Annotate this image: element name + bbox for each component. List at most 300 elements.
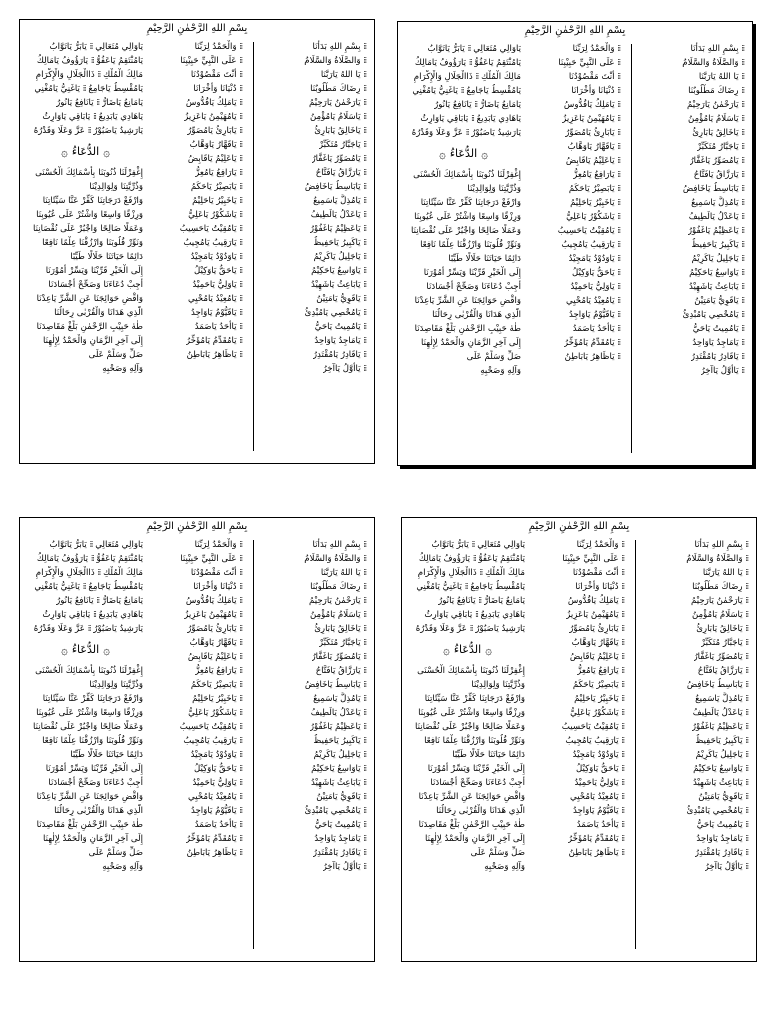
dua-section-heading bbox=[406, 140, 521, 168]
verse-text: يَاوَاسِعُ يَاحَكِيْمُ bbox=[689, 268, 739, 278]
verse-text: يَامُهَيْمِنُ يَاعَزِيزُ bbox=[184, 112, 237, 122]
verse-text: وَارْزُقْنَا عِلْمًا نَافِعًا bbox=[42, 736, 104, 746]
verse-text: دُنْيَانَا وَأُخْرَانَا bbox=[575, 582, 619, 592]
verse-text: يَاقَوِيُّ يَامَتِيْنُ bbox=[698, 792, 743, 802]
verse-ornament-icon: ⁞⁞ bbox=[741, 72, 744, 81]
verse-line bbox=[152, 40, 242, 54]
verse-text: وَرِزْقًا وَاسِعًا bbox=[100, 708, 143, 718]
verse-text: يَاغَنِيُّ يَامُغْنِي bbox=[34, 582, 80, 592]
verse-text: يَامُقِيْتُ يَاحَسِيبُ bbox=[179, 722, 237, 732]
verse-ornament-icon: ⁞⁞ bbox=[82, 582, 86, 591]
verse-ornament-icon: ⁞⁞ bbox=[741, 366, 744, 375]
verse-text: يَاوَدُوْدُ يَامَجِيْدُ bbox=[568, 254, 615, 264]
verse-text: يَابَاسِطُ يَاخَافِضُ bbox=[686, 680, 743, 690]
verse-ornament-icon: ⁞⁞ bbox=[745, 708, 748, 717]
verse-line bbox=[534, 678, 624, 692]
verse-line bbox=[406, 84, 521, 98]
verse-text: يَاظَاهِرُ يَابَاطِنُ bbox=[186, 350, 237, 360]
dua-line bbox=[410, 664, 525, 678]
verse-text: يَاسَلَامُ يَامُؤْمِنُ bbox=[309, 610, 361, 620]
verse-line bbox=[152, 790, 242, 804]
verse-ornament-icon: ⁞⁞ bbox=[239, 308, 242, 317]
verse-line bbox=[643, 748, 748, 762]
verse-line bbox=[152, 348, 242, 362]
verse-text: يَارَحْمٰنُ يَارَحِيْمُ bbox=[687, 100, 739, 110]
verse-text: يَانَافِعُ يَانُورُ bbox=[434, 100, 472, 110]
verse-ornament-icon: ⁞⁞ bbox=[741, 170, 744, 179]
verse-ornament-icon: ⁞⁞ bbox=[741, 58, 744, 67]
verse-text: يَابَاعِثُ يَاشَهِيْدُ bbox=[310, 778, 361, 788]
column-divider bbox=[631, 44, 632, 453]
verse-ornament-icon: ⁞⁞ bbox=[617, 310, 620, 319]
verse-ornament-icon: ⁞⁞ bbox=[93, 610, 96, 619]
verse-text: يَاحَقُّ يَاوَكِيْلُ bbox=[193, 266, 237, 276]
verse-line bbox=[534, 762, 624, 776]
verse-text: يَامَلِكُ يَاقُدُّوسُ bbox=[185, 596, 237, 606]
verse-ornament-icon: ⁞⁞ bbox=[363, 764, 366, 773]
verse-line bbox=[152, 566, 242, 580]
verse-ornament-icon: ⁞⁞ bbox=[363, 750, 366, 759]
verse-text: رِضَاكَ مَطْلُوبُنَا bbox=[310, 582, 361, 592]
verse-ornament-icon: ⁞⁞ bbox=[363, 610, 366, 619]
verse-ornament-icon: ⁞⁞ bbox=[91, 56, 94, 65]
verse-text: يَامُعِيْدُ يَامُحْيِي bbox=[188, 792, 237, 802]
verse-line bbox=[261, 152, 366, 166]
verse-text: وَارْزُقْنَا عِلْمًا نَافِعًا bbox=[42, 238, 104, 248]
verse-text: صَلِّ وَسَلِّمْ عَلَى bbox=[88, 848, 143, 858]
verse-line bbox=[152, 222, 242, 236]
verse-text: عَلَى النَّبِيِّ حَبِيْبِنَا bbox=[558, 58, 615, 68]
dua-line bbox=[28, 348, 143, 362]
verse-line bbox=[261, 860, 366, 874]
verse-text: أَجِبْ دُعَاءَنَا bbox=[103, 280, 143, 290]
verse-ornament-icon: ⁞⁞ bbox=[87, 624, 91, 633]
verse-ornament-icon: ⁞⁞ bbox=[239, 722, 242, 731]
verse-text: وَارْزُقْنَا عِلْمًا نَافِعًا bbox=[420, 240, 482, 250]
verse-text: يَا اللهُ يَارَبَّنَا bbox=[320, 568, 361, 578]
verse-ornament-icon: ⁞⁞ bbox=[239, 294, 242, 303]
verse-line bbox=[643, 580, 748, 594]
verse-line bbox=[152, 180, 242, 194]
verse-line bbox=[643, 608, 748, 622]
verse-text: يَامَانِعُ يَاضَارُّ bbox=[479, 100, 521, 110]
verse-line bbox=[152, 292, 242, 306]
verse-text: يَابَصِيْرُ يَاحَكَمُ bbox=[572, 680, 619, 690]
verse-line bbox=[261, 278, 366, 292]
verse-text: يَاقَهَّارُ يَاوَهَّابُ bbox=[571, 638, 619, 648]
verse-text: الَّذِي هَدَانَا bbox=[485, 310, 521, 320]
verse-text: يَاجَلِيلُ يَاكَرِيْمُ bbox=[695, 750, 743, 760]
verse-line bbox=[639, 182, 744, 196]
verse-line bbox=[261, 706, 366, 720]
verse-ornament-icon: ⁞⁞ bbox=[96, 596, 99, 605]
verse-line bbox=[152, 818, 242, 832]
verse-line bbox=[643, 594, 748, 608]
verse-text: يَاخَبِيْرُ يَاحَلِيْمُ bbox=[570, 198, 615, 208]
verse-text: يَامَانِعُ يَاضَارُّ bbox=[101, 596, 143, 606]
verse-line bbox=[261, 608, 366, 622]
verse-ornament-icon: ⁞⁞ bbox=[471, 114, 474, 123]
verse-text: يَاخَالِقُ يَابَارِئُ bbox=[696, 624, 743, 634]
verse-line bbox=[534, 664, 624, 678]
dua-line bbox=[28, 180, 143, 194]
dua-line bbox=[28, 762, 143, 776]
verse-ornament-icon: ⁞⁞ bbox=[741, 100, 744, 109]
verse-text: يَاظَاهِرُ يَابَاطِنُ bbox=[186, 848, 237, 858]
verse-line bbox=[152, 264, 242, 278]
verse-text: يَاوَالِي مُتَعَالِي bbox=[95, 540, 143, 550]
verse-text: دُنْيَانَا وَأُخْرَانَا bbox=[193, 582, 237, 592]
verse-text: حَلَالًا طَيِّبًا bbox=[70, 750, 103, 760]
verse-text: يَابَصِيْرُ يَاحَكَمُ bbox=[190, 182, 237, 192]
verse-ornament-icon: ⁞⁞ bbox=[363, 224, 366, 233]
verse-ornament-icon: ⁞⁞ bbox=[363, 722, 366, 731]
verse-text: يَارَؤُوفُ يَامَالِكُ bbox=[418, 554, 471, 564]
verse-text: وَالْقُرْبٰى رِحَالُنَا bbox=[54, 806, 105, 816]
verse-text: يَامُقْسِطُ يَاجَامِعُ bbox=[470, 582, 525, 592]
left-column bbox=[406, 42, 521, 378]
verse-text: طٰهٰ حَبِيْبِ الرَّحْمٰنِ bbox=[80, 820, 143, 830]
verse-line bbox=[643, 706, 748, 720]
verse-line bbox=[261, 678, 366, 692]
verse-line bbox=[261, 124, 366, 138]
verse-text: يَاعَلِيْمُ يَاقَابِضُ bbox=[565, 156, 615, 166]
verse-text: يَاقَادِرُ يَامُقْتَدِرُ bbox=[312, 848, 361, 858]
dua-line bbox=[406, 196, 521, 210]
verse-ornament-icon: ⁞⁞ bbox=[89, 42, 93, 51]
verse-line bbox=[530, 322, 620, 336]
verse-line bbox=[530, 182, 620, 196]
verse-ornament-icon: ⁞⁞ bbox=[464, 582, 468, 591]
verse-text: يَاقَادِرُ يَامُقْتَدِرُ bbox=[690, 352, 739, 362]
column-divider bbox=[253, 540, 254, 949]
left-column bbox=[410, 538, 525, 874]
verse-line bbox=[152, 208, 242, 222]
verse-line bbox=[639, 42, 744, 56]
verse-ornament-icon: ⁞⁞ bbox=[469, 624, 473, 633]
verse-line bbox=[534, 608, 624, 622]
dua-line bbox=[406, 168, 521, 182]
verse-ornament-icon: ⁞⁞ bbox=[96, 98, 99, 107]
verse-line bbox=[261, 566, 366, 580]
verse-line bbox=[152, 692, 242, 706]
verse-text: وَآلِهِ وَصَحْبِهِ bbox=[480, 366, 521, 376]
verse-text: وَالصَّلَاةُ وَالسَّلَامُ bbox=[682, 58, 739, 68]
verse-text: مَالِكَ الْمُلْكِ bbox=[481, 72, 521, 82]
verse-text: يَابَرُّ يَاتَوَّابُ bbox=[49, 540, 87, 550]
verse-text: يَابَارِئُ يَامُصَوِّرُ bbox=[187, 126, 237, 136]
verse-text: عَلَى النَّبِيِّ حَبِيْبِنَا bbox=[180, 56, 237, 66]
verse-text: يَاأَحَدُ يَاصَمَدُ bbox=[576, 820, 619, 830]
verse-ornament-icon: ⁞⁞ bbox=[363, 554, 366, 563]
verse-text: يَابَاقِي يَاوَارِثُ bbox=[42, 112, 91, 122]
verse-ornament-icon: ⁞⁞ bbox=[621, 638, 624, 647]
verse-line bbox=[643, 720, 748, 734]
verse-ornament-icon: ⁞⁞ bbox=[89, 540, 93, 549]
verse-ornament-icon: ⁞⁞ bbox=[745, 624, 748, 633]
verse-line bbox=[152, 846, 242, 860]
verse-line bbox=[406, 56, 521, 70]
verse-line bbox=[410, 538, 525, 552]
verse-text: يَابَاسِطُ يَاخَافِضُ bbox=[304, 680, 361, 690]
verse-ornament-icon: ⁞⁞ bbox=[239, 322, 242, 331]
verse-text: يَاوَدُوْدُ يَامَجِيْدُ bbox=[190, 252, 237, 262]
verse-line bbox=[534, 790, 624, 804]
verse-text: وَالْحَمْدُ لِرَبِّنَا bbox=[576, 540, 619, 550]
verse-text: بِأَسْمَائِكَ الْحُسْنَى bbox=[35, 666, 96, 676]
verse-ornament-icon: ⁞⁞ bbox=[621, 806, 624, 815]
bismillah-heading: بِسْمِ اللهِ الرَّحْمٰنِ الرَّحِيْمِ bbox=[528, 521, 630, 532]
verse-text: يَامُهَيْمِنُ يَاعَزِيزُ bbox=[562, 114, 615, 124]
verse-text: كَفِّرْ عَنَّا سَيِّئَاتِنَا bbox=[420, 198, 473, 208]
verse-line bbox=[534, 776, 624, 790]
verse-text: يَارَشِيدُ يَاصَبُوْرُ bbox=[475, 624, 525, 634]
verse-text: يَاشَكُوْرُ يَاعَلِيُّ bbox=[188, 210, 237, 220]
dua-title: الدُّعَاءُ bbox=[453, 643, 482, 656]
verse-ornament-icon: ⁞⁞ bbox=[617, 324, 620, 333]
verse-text: إِلَى الْخَيْرِ قَرِّبْنَا bbox=[469, 268, 521, 278]
verse-ornament-icon: ⁞⁞ bbox=[363, 112, 366, 121]
ornament-icon: ۞ bbox=[60, 145, 68, 159]
verse-ornament-icon: ⁞⁞ bbox=[363, 308, 366, 317]
verse-text: يَاجَبَّارُ مُتَكَبِّرْ bbox=[318, 638, 361, 648]
verse-line bbox=[643, 622, 748, 636]
verse-line bbox=[530, 280, 620, 294]
verse-line bbox=[643, 860, 748, 874]
verse-text: بِسْمِ اللهِ بَدَأْنَا bbox=[694, 540, 743, 550]
verse-line bbox=[152, 636, 242, 650]
verse-text: يَاعَدْلُ يَالَطِيفُ bbox=[688, 212, 739, 222]
verse-line bbox=[152, 748, 242, 762]
verse-ornament-icon: ⁞⁞ bbox=[239, 624, 242, 633]
verse-line bbox=[261, 222, 366, 236]
verse-text: وَذُرِّيَّتِنَا bbox=[120, 182, 143, 192]
verse-ornament-icon: ⁞⁞ bbox=[363, 820, 366, 829]
verse-text: يَاوَاسِعُ يَاحَكِيْمُ bbox=[311, 764, 361, 774]
verse-ornament-icon: ⁞⁞ bbox=[745, 540, 748, 549]
verse-line bbox=[534, 706, 624, 720]
dua-line bbox=[28, 236, 143, 250]
verse-ornament-icon: ⁞⁞ bbox=[621, 540, 624, 549]
ornament-icon: ۞ bbox=[103, 145, 111, 159]
verse-ornament-icon: ⁞⁞ bbox=[363, 596, 366, 605]
verse-text: وَالْحَمْدُ لِإِلٰهِنَا bbox=[425, 834, 469, 844]
verse-line bbox=[261, 40, 366, 54]
verse-text: يَامُقَدِّمُ يَامُؤَخِّرُ bbox=[185, 834, 237, 844]
verse-ornament-icon: ⁞⁞ bbox=[363, 792, 366, 801]
verse-line bbox=[261, 54, 366, 68]
verse-ornament-icon: ⁞⁞ bbox=[363, 238, 366, 247]
verse-line bbox=[261, 292, 366, 306]
verse-line bbox=[261, 264, 366, 278]
verse-ornament-icon: ⁞⁞ bbox=[239, 750, 242, 759]
dua-line bbox=[28, 776, 143, 790]
verse-text: يَاقَيُّوْمُ يَاوَاجِدُ bbox=[568, 310, 615, 320]
verse-ornament-icon: ⁞⁞ bbox=[741, 352, 744, 361]
verse-text: وَيَسِّرْ أُمُوْرَنَا bbox=[427, 764, 471, 774]
verse-text: يَاقَيُّوْمُ يَاوَاجِدُ bbox=[572, 806, 619, 816]
dua-line bbox=[28, 292, 143, 306]
verse-text: الَّذِي هَدَانَا bbox=[107, 308, 143, 318]
verse-ornament-icon: ⁞⁞ bbox=[239, 568, 242, 577]
verse-line bbox=[534, 594, 624, 608]
verse-text: يَامُقْسِطُ يَاجَامِعُ bbox=[88, 582, 143, 592]
verse-text: يَاقَوِيُّ يَامَتِيْنُ bbox=[316, 792, 361, 802]
verse-line bbox=[152, 110, 242, 124]
dua-sheet-panel bbox=[397, 21, 753, 466]
verse-ornament-icon: ⁞⁞ bbox=[617, 198, 620, 207]
verse-text: يَاقَادِرُ يَامُقْتَدِرُ bbox=[312, 350, 361, 360]
verse-text: أَنْتَ مَقْصُوْدُنَا bbox=[568, 72, 615, 82]
verse-text: بَلِّغْ مَقَاصِدَنَا bbox=[36, 820, 78, 830]
verse-text: يَامُحْصِي يَامُبْدِئُ bbox=[686, 806, 743, 816]
verse-text: يَاعَظِيْمُ يَاغَفُوْرُ bbox=[309, 224, 361, 234]
verse-ornament-icon: ⁞⁞ bbox=[239, 666, 242, 675]
verse-line bbox=[410, 580, 525, 594]
verse-text: كَفِّرْ عَنَّا سَيِّئَاتِنَا bbox=[42, 196, 95, 206]
verse-ornament-icon: ⁞⁞ bbox=[363, 806, 366, 815]
verse-line bbox=[639, 196, 744, 210]
verse-ornament-icon: ⁞⁞ bbox=[363, 540, 366, 549]
verse-text: وَذُرِّيَّتِنَا bbox=[120, 680, 143, 690]
verse-line bbox=[261, 552, 366, 566]
verse-line bbox=[261, 96, 366, 110]
verse-line bbox=[534, 650, 624, 664]
dua-line bbox=[410, 678, 525, 692]
verse-text: رِضَاكَ مَطْلُوبُنَا bbox=[310, 84, 361, 94]
right-column bbox=[261, 40, 366, 376]
verse-ornament-icon: ⁞⁞ bbox=[239, 70, 242, 79]
verse-line bbox=[152, 334, 242, 348]
dua-line bbox=[410, 692, 525, 706]
verse-text: يَابَاسِطُ يَاخَافِضُ bbox=[304, 182, 361, 192]
verse-text: يَا اللهُ يَارَبَّنَا bbox=[702, 568, 743, 578]
verse-text: يَاجَبَّارُ مُتَكَبِّرْ bbox=[696, 142, 739, 152]
verse-text: يَامُذِلُّ يَاسَمِيعُ bbox=[313, 694, 361, 704]
verse-ornament-icon: ⁞⁞ bbox=[617, 282, 620, 291]
bismillah-heading: بِسْمِ اللهِ الرَّحْمٰنِ الرَّحِيْمِ bbox=[146, 521, 248, 532]
verse-line bbox=[534, 748, 624, 762]
verse-line bbox=[534, 580, 624, 594]
ornament-icon: ۞ bbox=[485, 643, 493, 657]
verse-line bbox=[261, 580, 366, 594]
verse-text: يَاخَبِيْرُ يَاحَلِيْمُ bbox=[192, 694, 237, 704]
verse-text: يَاجَلِيلُ يَاكَرِيْمُ bbox=[313, 750, 361, 760]
verse-line bbox=[261, 250, 366, 264]
verse-ornament-icon: ⁞⁞ bbox=[363, 336, 366, 345]
verse-text: وَلِوَالِدِيْنَا bbox=[89, 680, 118, 690]
dua-line bbox=[28, 264, 143, 278]
verse-text: يَامُحْصِي يَامُبْدِئُ bbox=[304, 806, 361, 816]
verse-text: وَاجْبُرْ عَلَى نُقْصَانِنَا bbox=[32, 224, 98, 234]
middle-column bbox=[152, 538, 242, 860]
verse-text: يَاعَدْلُ يَالَطِيفُ bbox=[310, 210, 361, 220]
verse-text: يَامَاجِدُ يَاوَاحِدُ bbox=[696, 834, 743, 844]
dua-line bbox=[28, 278, 143, 292]
verse-line bbox=[639, 154, 744, 168]
dua-line bbox=[410, 762, 525, 776]
left-column bbox=[28, 40, 143, 376]
verse-line bbox=[643, 566, 748, 580]
ornament-icon: ۞ bbox=[442, 643, 450, 657]
verse-text: يَاوَلِيُّ يَاحَمِيْدُ bbox=[192, 778, 237, 788]
verse-ornament-icon: ⁞⁞ bbox=[467, 44, 471, 53]
verse-text: يَامُهَيْمِنُ يَاعَزِيزُ bbox=[566, 610, 619, 620]
verse-ornament-icon: ⁞⁞ bbox=[465, 128, 469, 137]
verse-line bbox=[639, 70, 744, 84]
verse-ornament-icon: ⁞⁞ bbox=[617, 114, 620, 123]
verse-ornament-icon: ⁞⁞ bbox=[741, 128, 744, 137]
verse-ornament-icon: ⁞⁞ bbox=[745, 610, 748, 619]
verse-line bbox=[530, 70, 620, 84]
verse-line bbox=[410, 552, 525, 566]
dua-line bbox=[410, 804, 525, 818]
verse-text: وَرِزْقًا وَاسِعًا bbox=[100, 210, 143, 220]
verse-line bbox=[152, 608, 242, 622]
verse-text: يَاوَالِي مُتَعَالِي bbox=[95, 42, 143, 52]
dua-line bbox=[28, 706, 143, 720]
verse-line bbox=[152, 734, 242, 748]
verse-ornament-icon: ⁞⁞ bbox=[239, 638, 242, 647]
verse-ornament-icon: ⁞⁞ bbox=[460, 86, 464, 95]
verse-ornament-icon: ⁞⁞ bbox=[479, 568, 483, 577]
verse-ornament-icon: ⁞⁞ bbox=[741, 296, 744, 305]
verse-line bbox=[406, 98, 521, 112]
verse-ornament-icon: ⁞⁞ bbox=[621, 736, 624, 745]
verse-ornament-icon: ⁞⁞ bbox=[363, 280, 366, 289]
verse-text: يَامَاجِدُ يَاوَاحِدُ bbox=[314, 834, 361, 844]
verse-ornament-icon: ⁞⁞ bbox=[745, 792, 748, 801]
dua-line bbox=[406, 210, 521, 224]
verse-text: يَامُقِيْتُ يَاحَسِيبُ bbox=[179, 224, 237, 234]
verse-ornament-icon: ⁞⁞ bbox=[239, 582, 242, 591]
verse-ornament-icon: ⁞⁞ bbox=[239, 224, 242, 233]
dua-line bbox=[28, 832, 143, 846]
verse-line bbox=[152, 720, 242, 734]
verse-line bbox=[152, 306, 242, 320]
verse-text: وَلِوَالِدِيْنَا bbox=[89, 182, 118, 192]
verse-text: يَانَافِعُ يَانُورُ bbox=[438, 596, 476, 606]
dua-line bbox=[406, 308, 521, 322]
verse-text: دُنْيَانَا وَأُخْرَانَا bbox=[571, 86, 615, 96]
verse-line bbox=[530, 168, 620, 182]
right-column bbox=[261, 538, 366, 874]
verse-text: يَاشَكُوْرُ يَاعَلِيُّ bbox=[570, 708, 619, 718]
verse-ornament-icon: ⁞⁞ bbox=[239, 336, 242, 345]
verse-ornament-icon: ⁞⁞ bbox=[239, 694, 242, 703]
dua-line bbox=[28, 860, 143, 874]
verse-line bbox=[261, 138, 366, 152]
verse-text: وَصَحِّحْ أَجْسَادَنَا bbox=[48, 280, 101, 290]
verse-line bbox=[643, 846, 748, 860]
verse-line bbox=[261, 720, 366, 734]
verse-text: يَاقَيُّوْمُ يَاوَاجِدُ bbox=[190, 308, 237, 318]
verse-line bbox=[152, 138, 242, 152]
verse-ornament-icon: ⁞⁞ bbox=[239, 98, 242, 107]
verse-text: يَاعَدْلُ يَالَطِيفُ bbox=[692, 708, 743, 718]
verse-text: يَارَؤُوفُ يَامَالِكُ bbox=[414, 58, 467, 68]
verse-text: يَامُحْصِي يَامُبْدِئُ bbox=[304, 308, 361, 318]
verse-text: وَاجْبُرْ عَلَى نُقْصَانِنَا bbox=[32, 722, 98, 732]
verse-line bbox=[261, 166, 366, 180]
verse-text: ذَاالْجَلَالِ وَالْإِكْرَامِ bbox=[417, 568, 477, 578]
verse-ornament-icon: ⁞⁞ bbox=[617, 226, 620, 235]
verse-line bbox=[639, 210, 744, 224]
verse-line bbox=[639, 238, 744, 252]
dua-line bbox=[28, 194, 143, 208]
verse-line bbox=[530, 56, 620, 70]
verse-text: يَابَاقِي يَاوَارِثُ bbox=[420, 114, 469, 124]
